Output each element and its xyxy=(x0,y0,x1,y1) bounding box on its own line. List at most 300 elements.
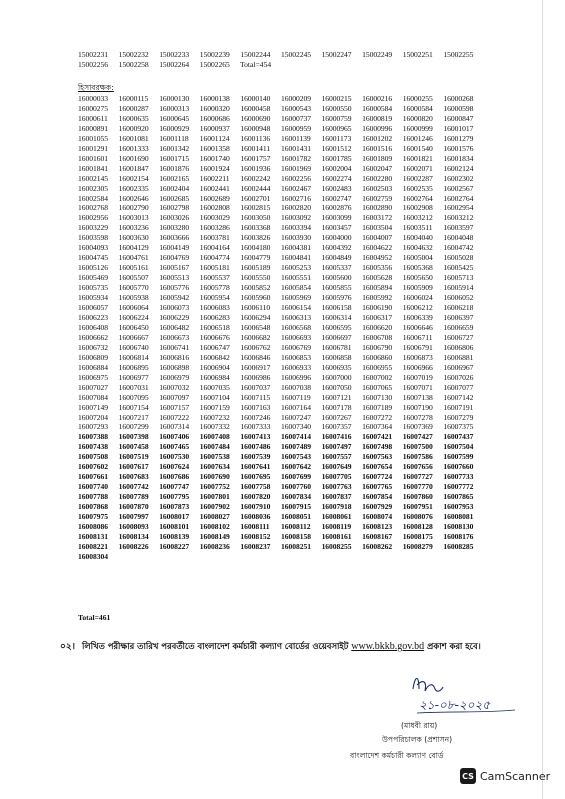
roll-number: 16008112 xyxy=(280,521,311,531)
roll-number: 16007375 xyxy=(443,422,474,432)
roll-number: 16007217 xyxy=(118,412,149,422)
roll-number: 16003394 xyxy=(280,223,311,233)
roll-number: 16008237 xyxy=(240,541,271,551)
roll-number: 16001333 xyxy=(118,143,149,153)
main-total: Total=461 xyxy=(78,613,111,622)
roll-number: 16007683 xyxy=(118,472,149,482)
roll-number: 16001124 xyxy=(199,133,230,143)
roll-number: 16006895 xyxy=(118,362,149,372)
roll-number: 16006711 xyxy=(402,332,433,342)
roll-number: 16008061 xyxy=(321,512,352,522)
roll-number: 16001017 xyxy=(443,123,474,133)
roll-number: 16003280 xyxy=(159,223,190,233)
roll-number: 16006979 xyxy=(159,372,190,382)
roll-number: 16005600 xyxy=(321,273,352,283)
roll-number: 16006057 xyxy=(78,303,108,313)
roll-number: 16001202 xyxy=(362,133,393,143)
roll-number: 16006708 xyxy=(362,332,393,342)
roll-number: 16007332 xyxy=(199,422,230,432)
roll-number: 16005934 xyxy=(78,293,108,303)
roll-number: 16000584 xyxy=(362,103,393,113)
roll-number: 16007019 xyxy=(402,372,433,382)
roll-number: 16002584 xyxy=(78,193,108,203)
roll-number: 16006313 xyxy=(280,312,311,322)
roll-number: 16005942 xyxy=(159,293,190,303)
roll-number: 16001139 xyxy=(280,133,311,143)
roll-number: 16007408 xyxy=(199,432,230,442)
roll-number: 16007870 xyxy=(118,502,149,512)
roll-number: 16008255 xyxy=(321,541,352,551)
roll-number: 16004952 xyxy=(362,253,393,263)
roll-number: 16002047 xyxy=(362,163,393,173)
roll-number: 16003781 xyxy=(199,233,230,243)
roll-number: 16003013 xyxy=(118,213,149,223)
roll-number: 16004779 xyxy=(240,253,271,263)
roll-number: 16007497 xyxy=(321,442,352,452)
roll-number: 16007421 xyxy=(362,432,393,442)
website-link[interactable]: www.bkkb.gov.bd xyxy=(351,641,425,652)
roll-number: 16007602 xyxy=(78,462,108,472)
roll-number: 16007267 xyxy=(321,412,352,422)
roll-number: 16006860 xyxy=(362,352,393,362)
roll-number: 16005368 xyxy=(402,263,433,273)
roll-number: 16002685 xyxy=(159,193,190,203)
roll-number: 16008027 xyxy=(199,512,230,522)
roll-number: 16007027 xyxy=(78,382,108,392)
roll-number: 16003930 xyxy=(280,233,311,243)
roll-number: 16000543 xyxy=(280,103,311,113)
roll-number: 16005854 xyxy=(280,283,311,293)
roll-number: 16008051 xyxy=(280,512,311,522)
roll-number: 16006224 xyxy=(118,312,149,322)
roll-number: 16008227 xyxy=(159,541,190,551)
roll-number: 16001821 xyxy=(402,153,433,163)
roll-number: 16000033 xyxy=(78,94,108,103)
roll-number: 16007740 xyxy=(78,482,108,492)
roll-number: 16000937 xyxy=(199,123,230,133)
roll-number: 16002908 xyxy=(402,203,433,213)
roll-number: 16005181 xyxy=(199,263,230,273)
roll-number: 16001785 xyxy=(321,153,352,163)
roll-number: 16007222 xyxy=(159,412,190,422)
roll-number: 16002124 xyxy=(443,163,474,173)
empty-cell xyxy=(240,552,281,562)
roll-number: 16008158 xyxy=(280,531,311,541)
roll-number: 16001936 xyxy=(240,163,271,173)
roll-number: 16006935 xyxy=(321,362,352,372)
roll-number: 16006853 xyxy=(280,352,311,362)
roll-number: 16007795 xyxy=(159,492,190,502)
roll-number: 16007154 xyxy=(118,402,149,412)
roll-number: 16000965 xyxy=(321,123,352,133)
roll-number: 16005628 xyxy=(362,273,393,283)
roll-number: 16008119 xyxy=(321,521,352,531)
roll-number: 16007834 xyxy=(280,492,311,502)
roll-number: 16000820 xyxy=(402,113,433,123)
roll-number: 16006791 xyxy=(402,342,433,352)
roll-number: 16007789 xyxy=(118,492,149,502)
roll-number: 16007388 xyxy=(78,432,108,442)
roll-number: 16002716 xyxy=(280,193,311,203)
roll-number: 16002071 xyxy=(402,163,433,173)
roll-number: 16008101 xyxy=(159,521,190,531)
roll-number: 16006673 xyxy=(159,332,190,342)
roll-number: 16007437 xyxy=(443,432,474,442)
roll-number: 16006996 xyxy=(280,372,311,382)
roll-number: 16003666 xyxy=(159,233,190,243)
roll-number: 16005969 xyxy=(280,293,311,303)
roll-number: 16004381 xyxy=(280,243,311,253)
roll-number: 16007660 xyxy=(443,462,474,472)
roll-number: 16005253 xyxy=(280,263,311,273)
roll-number: 16000847 xyxy=(443,113,474,123)
roll-number: 16008081 xyxy=(443,512,474,522)
roll-number: 16006397 xyxy=(443,312,474,322)
roll-number: 16007747 xyxy=(159,482,190,492)
empty-cell xyxy=(322,552,363,562)
roll-number: 15002239 xyxy=(199,50,230,59)
roll-number: 16006024 xyxy=(402,293,433,303)
roll-number: 16008128 xyxy=(402,521,433,531)
roll-number: 16007438 xyxy=(78,442,108,452)
roll-number: 16000737 xyxy=(280,113,311,123)
roll-number: 16007873 xyxy=(159,502,190,512)
roll-number: 16000275 xyxy=(78,103,108,113)
roll-number: 16007910 xyxy=(240,502,271,512)
roll-number: 16004769 xyxy=(159,253,190,263)
roll-number: 16003504 xyxy=(362,223,393,233)
roll-number: 16007772 xyxy=(443,482,474,492)
roll-number: 16007758 xyxy=(240,482,271,492)
roll-number: 16000686 xyxy=(199,113,230,123)
roll-number: 16002444 xyxy=(240,183,271,193)
roll-number: 16006667 xyxy=(118,332,149,342)
roll-number: 16006568 xyxy=(280,322,311,332)
roll-grid-main xyxy=(78,94,484,562)
roll-number: 16000819 xyxy=(362,113,393,123)
roll-number: 16006052 xyxy=(443,293,474,303)
roll-number: 16006884 xyxy=(78,362,108,372)
roll-number: 16007854 xyxy=(362,492,393,502)
roll-number: 16000690 xyxy=(240,113,271,123)
camscanner-logo-icon: CS xyxy=(460,768,476,784)
roll-number: 15002256 xyxy=(78,60,108,69)
roll-number: 16003457 xyxy=(321,223,352,233)
roll-number: 16007104 xyxy=(199,392,230,402)
roll-number: 16007157 xyxy=(159,402,190,412)
roll-number: 16001291 xyxy=(78,143,108,153)
roll-number: 16008111 xyxy=(240,521,270,531)
roll-number: 16006339 xyxy=(402,312,433,322)
roll-number: 16006933 xyxy=(280,362,311,372)
roll-number: 16005550 xyxy=(240,273,271,283)
roll-number: 16007149 xyxy=(78,402,108,412)
roll-number: 16004007 xyxy=(362,233,393,243)
roll-number: 15002232 xyxy=(118,50,149,59)
roll-number: 16005126 xyxy=(78,263,108,273)
roll-number: 16007038 xyxy=(280,382,311,392)
roll-number: 16007050 xyxy=(321,382,352,392)
roll-number: 16005938 xyxy=(118,293,149,303)
roll-number: 16006806 xyxy=(443,342,474,352)
roll-number: 16000550 xyxy=(321,103,352,113)
roll-number: 16002808 xyxy=(199,203,230,213)
roll-number: 16004180 xyxy=(240,243,271,253)
roll-number: 16008130 xyxy=(443,521,474,531)
roll-number: 16003236 xyxy=(118,223,149,233)
roll-number: 16007705 xyxy=(321,472,352,482)
roll-number: 16006548 xyxy=(240,322,271,332)
roll-number: 16003597 xyxy=(443,223,474,233)
roll-number: 16005855 xyxy=(321,283,352,293)
roll-number: 16006781 xyxy=(321,342,352,352)
empty-cell xyxy=(322,60,363,70)
empty-cell xyxy=(281,60,322,70)
roll-number: 16006967 xyxy=(443,362,474,372)
empty-cell xyxy=(281,552,322,562)
roll-number: 16008226 xyxy=(118,541,149,551)
roll-number: 16006218 xyxy=(443,303,474,313)
roll-number: 15002258 xyxy=(118,60,149,69)
roll-number: 16002790 xyxy=(118,203,149,213)
roll-number: 16001411 xyxy=(240,143,271,153)
roll-number: 16007760 xyxy=(280,482,311,492)
page-edge xyxy=(542,0,543,799)
roll-number: 16006740 xyxy=(118,342,149,352)
roll-number: 16003511 xyxy=(402,223,433,233)
roll-number: 16007427 xyxy=(402,432,433,442)
roll-number: 16007115 xyxy=(240,392,271,402)
roll-number: 16007416 xyxy=(321,432,352,442)
roll-number: 16007000 xyxy=(321,372,352,382)
roll-number: 16004841 xyxy=(280,253,311,263)
roll-number: 16006659 xyxy=(443,322,474,332)
roll-number: 16001847 xyxy=(118,163,149,173)
roll-number: 16007119 xyxy=(280,392,311,402)
roll-number: 16008161 xyxy=(321,531,352,541)
roll-number: 16007121 xyxy=(321,392,352,402)
roll-number: 16002689 xyxy=(199,193,230,203)
roll-number: 16006741 xyxy=(159,342,190,352)
roll-number: 16006190 xyxy=(362,303,393,313)
roll-number: 16001876 xyxy=(159,163,190,173)
roll-number: 15002233 xyxy=(159,50,190,59)
roll-number: 15002244 xyxy=(240,50,271,59)
roll-number: 16007951 xyxy=(402,502,433,512)
roll-number: 16008304 xyxy=(78,551,108,561)
roll-number: 16004745 xyxy=(78,253,108,263)
roll-number: 16000959 xyxy=(280,123,311,133)
signature-image xyxy=(405,667,525,722)
roll-number: 16007538 xyxy=(199,452,230,462)
roll-number: 16006697 xyxy=(321,332,352,342)
roll-number: 16006646 xyxy=(402,322,433,332)
roll-number: 16007765 xyxy=(362,482,393,492)
roll-number: 16005735 xyxy=(78,283,108,293)
roll-number: 16008176 xyxy=(443,531,474,541)
roll-number: 16002567 xyxy=(443,183,474,193)
roll-number: 16007163 xyxy=(240,402,271,412)
roll-number: 16007617 xyxy=(118,462,149,472)
roll-number: 16007484 xyxy=(199,442,230,452)
roll-number: 16002798 xyxy=(159,203,190,213)
roll-number: 16002503 xyxy=(362,183,393,193)
roll-number: 15002255 xyxy=(443,50,474,59)
roll-number: 16000645 xyxy=(159,113,190,123)
roll-number: 16007178 xyxy=(321,402,352,412)
roll-number: 16001540 xyxy=(402,143,433,153)
roll-number: 16006064 xyxy=(118,303,149,313)
roll-number: 16000216 xyxy=(362,94,393,103)
roll-number: 16002004 xyxy=(321,163,352,173)
roll-number: 16000891 xyxy=(78,123,108,133)
roll-number: 16006450 xyxy=(118,322,149,332)
roll-number: 16001342 xyxy=(159,143,190,153)
roll-number: 16007543 xyxy=(280,452,311,462)
roll-number: 16006986 xyxy=(240,372,271,382)
roll-number: 16007357 xyxy=(321,422,352,432)
roll-number: 16004774 xyxy=(199,253,230,263)
roll-number: 16001809 xyxy=(362,153,393,163)
roll-number: 16007037 xyxy=(240,382,271,392)
roll-number: 16006154 xyxy=(280,303,311,313)
roll-number: 16005954 xyxy=(199,293,230,303)
roll-number: 16007190 xyxy=(402,402,433,412)
roll-number: 16005976 xyxy=(321,293,352,303)
roll-number: 16007369 xyxy=(402,422,433,432)
roll-number: 16006727 xyxy=(443,332,474,342)
roll-number: 16007246 xyxy=(240,412,271,422)
roll-number: 16007860 xyxy=(402,492,433,502)
roll-number: 16005161 xyxy=(118,263,149,273)
roll-number: 16003092 xyxy=(280,213,311,223)
roll-number: 16004149 xyxy=(159,243,190,253)
roll-number: 16007340 xyxy=(280,422,311,432)
roll-number: 16006873 xyxy=(402,352,433,362)
roll-number: 16001740 xyxy=(199,153,230,163)
roll-number: 16005425 xyxy=(443,263,474,273)
roll-number: 16002954 xyxy=(443,203,474,213)
roll-number: 16007727 xyxy=(402,472,433,482)
roll-number: 16007486 xyxy=(240,442,271,452)
roll-number: 16005852 xyxy=(240,283,271,293)
roll-number: 16002956 xyxy=(78,213,108,223)
roll-number: 16000635 xyxy=(118,113,149,123)
roll-number: 16007031 xyxy=(118,382,149,392)
roll-number: 16007519 xyxy=(118,452,149,462)
roll-number: 16006408 xyxy=(78,322,108,332)
roll-number: 16006975 xyxy=(78,372,108,382)
roll-number: 16007953 xyxy=(443,502,474,512)
roll-number: 16005551 xyxy=(280,273,311,283)
roll-number: 16000138 xyxy=(199,94,230,103)
roll-number: 16007333 xyxy=(240,422,271,432)
roll-number: 16002335 xyxy=(118,183,149,193)
roll-number: 16003368 xyxy=(240,223,271,233)
roll-number: 16007788 xyxy=(78,492,108,502)
roll-number: 16000313 xyxy=(159,103,190,113)
roll-number: 16007686 xyxy=(159,472,190,482)
roll-number: 16001358 xyxy=(199,143,230,153)
roll-number: 16005894 xyxy=(362,283,393,293)
roll-number: 16005537 xyxy=(199,273,230,283)
roll-number: 16006595 xyxy=(321,322,352,332)
roll-number: 16006682 xyxy=(240,332,271,342)
roll-number: 16000948 xyxy=(240,123,271,133)
roll-number: 15002264 xyxy=(159,60,190,69)
roll-number: 16002646 xyxy=(118,193,149,203)
roll-number: 16002764 xyxy=(402,193,433,203)
roll-number: 16007634 xyxy=(199,462,230,472)
roll-number: 16000130 xyxy=(159,94,190,103)
roll-number: 16007406 xyxy=(159,432,190,442)
roll-number: 16000611 xyxy=(78,113,108,123)
roll-number: 16008036 xyxy=(240,512,271,522)
empty-cell xyxy=(119,552,160,562)
roll-number: 16006083 xyxy=(199,303,230,313)
roll-number: 16000999 xyxy=(402,123,433,133)
roll-number: 16007530 xyxy=(159,452,190,462)
roll-number: 16003212 xyxy=(402,213,433,223)
roll-number: 16000320 xyxy=(199,103,230,113)
roll-number: 16007865 xyxy=(443,492,474,502)
roll-number: 16007191 xyxy=(443,402,474,412)
roll-number: 16000929 xyxy=(159,123,190,133)
roll-number: 16004392 xyxy=(321,243,352,253)
roll-number: 16008221 xyxy=(78,541,108,551)
roll-number: 16005992 xyxy=(362,293,393,303)
roll-number: 16006809 xyxy=(78,352,108,362)
roll-number: 16004040 xyxy=(402,233,433,243)
roll-number: 16005914 xyxy=(443,283,474,293)
roll-number: 16000920 xyxy=(118,123,149,133)
roll-number: 16002535 xyxy=(402,183,433,193)
roll-number: 16002154 xyxy=(118,173,149,183)
roll-number: 16008102 xyxy=(199,521,230,531)
roll-number: 16003050 xyxy=(240,213,271,223)
empty-cell xyxy=(443,552,484,562)
roll-number: 16007364 xyxy=(362,422,393,432)
roll-number: 16005650 xyxy=(402,273,433,283)
roll-number: 16007299 xyxy=(118,422,149,432)
roll-number: 16002165 xyxy=(159,173,190,183)
roll-number: 16004093 xyxy=(78,243,108,253)
roll-number: 16007026 xyxy=(443,372,474,382)
roll-number: 16006314 xyxy=(321,312,352,322)
roll-number: 15002251 xyxy=(402,50,433,59)
roll-number: 16007624 xyxy=(159,462,190,472)
roll-number: 16007586 xyxy=(402,452,433,462)
roll-number: 16001576 xyxy=(443,143,474,153)
roll-number: 15002231 xyxy=(78,50,108,59)
roll-number: 16005713 xyxy=(443,273,474,283)
roll-number: 16001834 xyxy=(443,153,474,163)
roll-number: 16006816 xyxy=(159,352,190,362)
roll-number: 16003598 xyxy=(78,233,108,243)
roll-number: 16002287 xyxy=(402,173,433,183)
roll-number: 15002265 xyxy=(199,60,230,69)
roll-number: 16002701 xyxy=(240,193,271,203)
roll-number: 16000458 xyxy=(240,103,271,113)
roll-number: 16004129 xyxy=(118,243,149,253)
roll-number: 15002247 xyxy=(321,50,352,59)
roll-number: 16007035 xyxy=(199,382,230,392)
roll-number: 16007801 xyxy=(199,492,230,502)
roll-number: 16004000 xyxy=(321,233,352,243)
camscanner-watermark xyxy=(460,768,550,784)
empty-cell xyxy=(403,60,444,70)
roll-number: 16006073 xyxy=(159,303,190,313)
